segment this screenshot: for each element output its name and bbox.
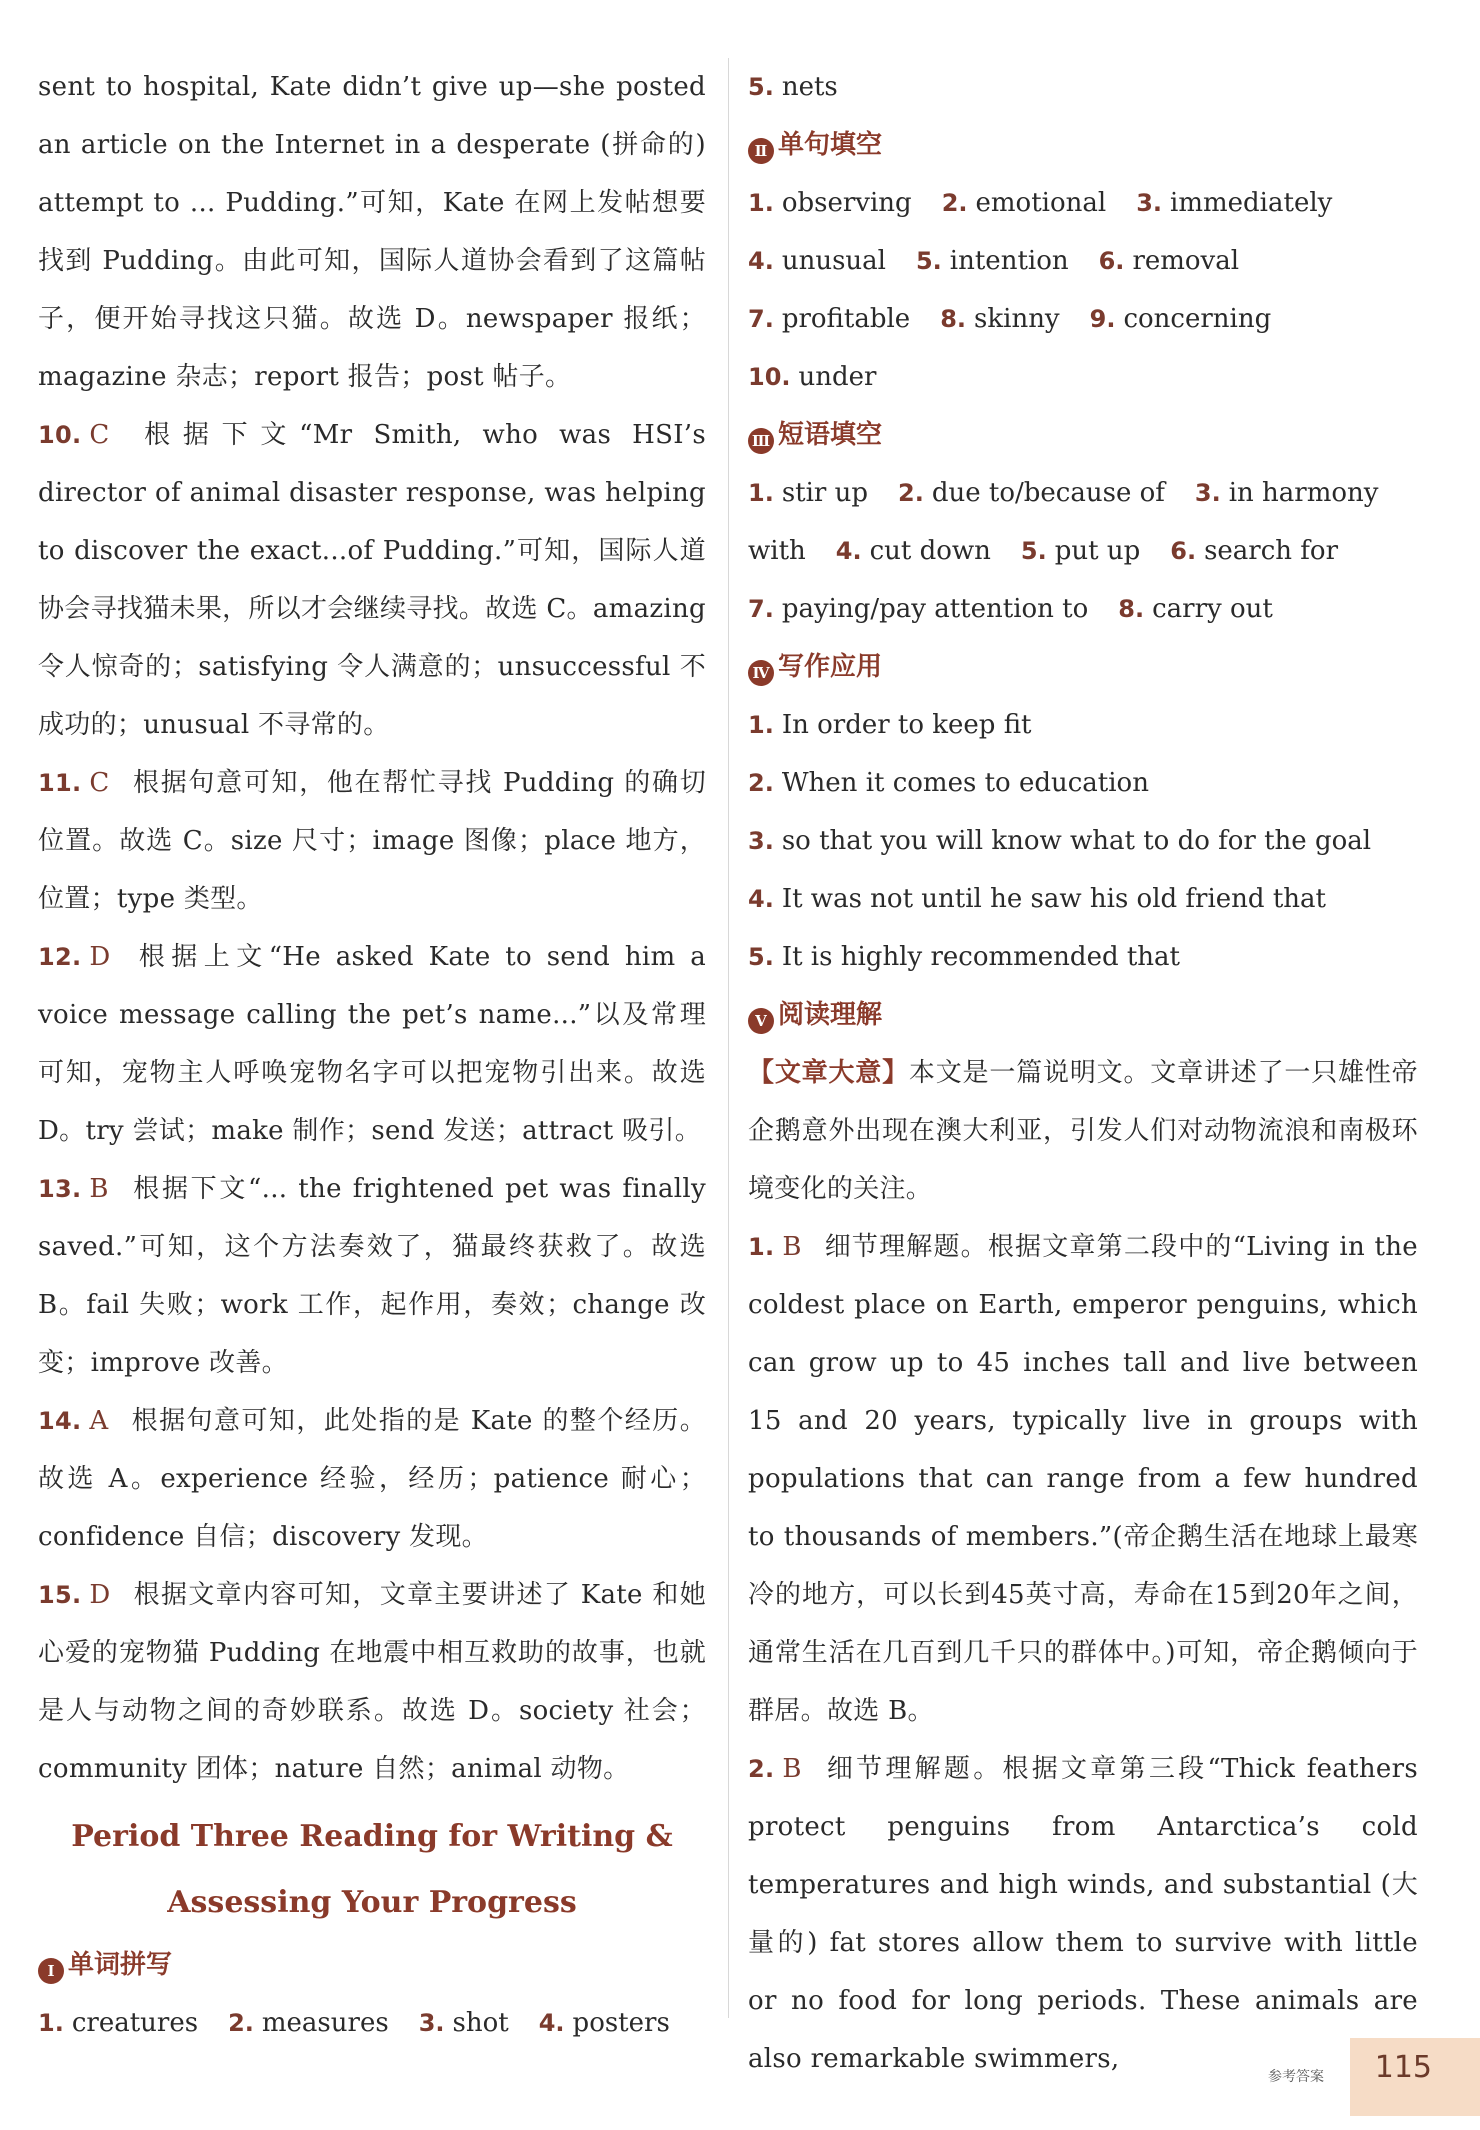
answer-letter: B	[89, 1174, 109, 1204]
item-number: 5.	[1020, 537, 1047, 565]
answer-letter: C	[89, 768, 110, 798]
item-answer: measures	[261, 2008, 389, 2038]
item-answer: In order to keep fit	[781, 710, 1032, 740]
answer-item	[748, 464, 868, 522]
section-label: 短语填空	[778, 420, 883, 450]
phrase-fill-answers	[748, 464, 1418, 638]
item-number: 1.	[748, 479, 774, 507]
item-number: 3.	[748, 827, 774, 855]
item-number: 13.	[38, 1175, 82, 1203]
answer-letter: C	[89, 420, 110, 450]
answer-item	[419, 1994, 509, 2052]
item-answer: removal	[1132, 246, 1240, 276]
period-title-line1: Period Three Reading for Writing &	[71, 1819, 673, 1854]
section-title-spelling	[38, 1936, 706, 1994]
section-title-writing	[748, 638, 1418, 696]
item-number: 5.	[915, 247, 942, 275]
section-number-badge: Ⅰ	[38, 1958, 64, 1984]
item-number: 1.	[748, 711, 774, 739]
answer-item	[836, 522, 991, 580]
answer-item	[1136, 174, 1332, 232]
item-answer: unusual	[781, 246, 886, 276]
reading-answer-2	[748, 1740, 1418, 2088]
answer-item	[38, 1994, 198, 2052]
answer-letter: A	[89, 1406, 109, 1436]
answer-item	[1090, 290, 1272, 348]
answer-explanation	[38, 1566, 706, 1798]
answer-letter: B	[782, 1232, 802, 1262]
answer-row	[748, 174, 1418, 232]
item-number: 8.	[1118, 595, 1145, 623]
item-number: 2.	[898, 479, 924, 507]
item-answer: search for	[1204, 536, 1339, 566]
answer-item	[1118, 580, 1273, 638]
item-number: 5.	[748, 943, 774, 971]
item-number: 2.	[748, 1755, 775, 1783]
answer-item	[748, 58, 1418, 116]
answer-letter: D	[89, 1580, 111, 1610]
item-number: 12.	[38, 943, 82, 971]
section-number-badge: Ⅱ	[748, 138, 774, 164]
answer-row	[748, 232, 1418, 290]
item-number: 10.	[748, 363, 791, 391]
item-answer: under	[798, 362, 877, 392]
answer-row	[748, 580, 1418, 638]
item-number: 15.	[38, 1581, 82, 1609]
answer-item	[942, 174, 1107, 232]
item-number: 4.	[538, 2009, 565, 2037]
answer-item	[748, 580, 1088, 638]
answer-item	[1195, 464, 1379, 522]
section-label: 阅读理解	[778, 1000, 883, 1030]
explanation-text: 细节理解题。根据文章第二段中的“Living in the coldest place on Earth, emperor penguins, which can grow up to 45 inches tall and live between 15 and 20 years, typically live in groups with populations that can range from a few hundred to thousands of members.”(帝企鹅生活在地球上最寒冷的地方，可以长到45英寸高，寿命在15到20年之间，通常生活在几百到几千只的群体中。)可知，帝企鹅倾向于群居。故选 B。	[748, 1232, 1418, 1726]
item-answer: with	[748, 536, 806, 566]
answer-item	[748, 928, 1418, 986]
item-number: 6.	[1098, 247, 1125, 275]
item-number: 5.	[748, 73, 774, 101]
answer-letter: D	[89, 942, 111, 972]
item-answer: It was not until he saw his old friend that	[781, 884, 1326, 914]
item-answer: put up	[1054, 536, 1141, 566]
sentence-fill-answers	[748, 174, 1418, 406]
item-number: 3.	[1136, 189, 1163, 217]
item-number: 6.	[1170, 537, 1197, 565]
item-number: 7.	[748, 595, 774, 623]
answer-explanation	[38, 754, 706, 928]
item-number: 8.	[940, 305, 967, 333]
item-number: 2.	[748, 769, 774, 797]
intro-paragraph: sent to hospital, Kate didn’t give up—she posted an article on the Internet in a desperate (拼命的) attempt to ... Pudding.”可知，Kate 在网上发帖想要找到 Pudding。由此可知，国际人道协会看到了这篇帖子，便开始寻找这只猫。故选 D。newspaper 报纸；magazine 杂志；report 报告；post 帖子。	[38, 72, 706, 392]
item-answer: so that you will know what to do for the goal	[781, 826, 1372, 856]
explanation-text: 根据下文“... the frightened pet was finally saved.”可知，这个方法奏效了，猫最终获救了。故选 B。fail 失败；work 工作，起作用，奏效；change 改变；improve 改善。	[38, 1174, 706, 1378]
answer-letter: B	[782, 1754, 802, 1784]
period-title-line2: Assessing Your Progress	[167, 1885, 577, 1920]
item-answer: concerning	[1123, 304, 1272, 334]
item-number: 4.	[748, 885, 774, 913]
page-number: 115	[1374, 2050, 1432, 2085]
item-number: 2.	[941, 189, 968, 217]
footer-label: 参考答案	[1268, 2069, 1324, 2085]
explanation-text: 根据下文“Mr Smith, who was HSI’s director of animal disaster response, was helping to discover the exact...of Pudding.”可知，国际人道协会寻找猫未果，所以才会继续寻找。故选 C。amazing 令人惊奇的；satisfying 令人满意的；unsuccessful 不成功的；unusual 不寻常的。	[38, 420, 706, 740]
column-divider	[728, 58, 729, 2018]
item-answer: shot	[452, 2008, 509, 2038]
item-number: 3.	[1194, 479, 1221, 507]
writing-answers	[748, 696, 1418, 986]
item-answer: emotional	[975, 188, 1107, 218]
section-number-badge: Ⅴ	[748, 1008, 774, 1034]
item-answer: posters	[572, 2008, 670, 2038]
answer-item	[1021, 522, 1140, 580]
item-answer: It is highly recommended that	[781, 942, 1181, 972]
summary-label: 【文章大意】	[748, 1058, 909, 1088]
answer-item	[748, 812, 1418, 870]
section-number-badge: Ⅲ	[748, 428, 774, 454]
item-number: 1.	[38, 2009, 64, 2037]
item-number: 10.	[38, 421, 82, 449]
item-answer: immediately	[1170, 188, 1333, 218]
answer-item	[916, 232, 1069, 290]
section-title-phrase-fill	[748, 406, 1418, 464]
item-answer: When it comes to education	[781, 768, 1149, 798]
answer-item	[1170, 522, 1338, 580]
explanation-text: 根据上文“He asked Kate to send him a voice message calling the pet’s name...”以及常理可知，宠物主人呼唤宠物名字可以把宠物引出来。故选 D。try 尝试；make 制作；send 发送；attract 吸引。	[38, 942, 706, 1146]
answer-item	[748, 174, 912, 232]
answer-item	[748, 348, 876, 406]
section-title-reading	[748, 986, 1418, 1044]
item-number: 4.	[835, 537, 862, 565]
item-answer: cut down	[869, 536, 991, 566]
answer-item	[748, 290, 910, 348]
explanation-text: 细节理解题。根据文章第三段“Thick feathers protect penguins from Antarctica’s cold temperatures and high winds, and substantial (大量的) fat stores allow them to survive with little or no food for long periods. These animals are also remarkable swimmers,	[748, 1754, 1418, 2074]
item-number: 9.	[1089, 305, 1116, 333]
answer-item	[228, 1994, 389, 2052]
answer-row	[748, 522, 1418, 580]
item-answer: intention	[949, 246, 1069, 276]
explanation-text: 根据句意可知，他在帮忙寻找 Pudding 的确切位置。故选 C。size 尺寸；image 图像；place 地方，位置；type 类型。	[38, 768, 706, 914]
item-answer: in harmony	[1228, 478, 1379, 508]
item-number: 1.	[748, 1233, 775, 1261]
article-summary	[748, 1044, 1418, 1218]
answer-item	[748, 754, 1418, 812]
explanation-text: 根据文章内容可知，文章主要讲述了 Kate 和她心爱的宠物猫 Pudding 在地震中相互救助的故事，也就是人与动物之间的奇妙联系。故选 D。society 社会；community 团体；nature 自然；animal 动物。	[38, 1580, 706, 1784]
answer-explanation	[38, 406, 706, 754]
item-answer: paying/pay attention to	[781, 594, 1089, 624]
section-label: 单句填空	[778, 130, 883, 160]
answer-item	[898, 464, 1165, 522]
right-column	[748, 58, 1418, 2088]
explanation-text: 根据句意可知，此处指的是 Kate 的整个经历。故选 A。experience 经验，经历；patience 耐心；confidence 自信；discovery 发现。	[38, 1406, 706, 1552]
answer-item	[748, 232, 886, 290]
answer-item	[940, 290, 1059, 348]
item-answer: creatures	[71, 2008, 199, 2038]
answer-item	[748, 696, 1418, 754]
item-answer: due to/because of	[931, 478, 1165, 508]
item-number: 3.	[418, 2009, 445, 2037]
answer-item	[1099, 232, 1239, 290]
section-label: 写作应用	[778, 652, 883, 682]
item-number: 1.	[748, 189, 774, 217]
answer-row	[748, 290, 1418, 348]
item-answer: stir up	[781, 478, 869, 508]
item-answer: nets	[781, 72, 838, 102]
answer-row	[748, 464, 1418, 522]
section-number-badge: Ⅳ	[748, 660, 774, 686]
item-number: 14.	[38, 1407, 82, 1435]
spelling-answers-row	[38, 1994, 706, 2052]
item-answer: skinny	[974, 304, 1060, 334]
item-number: 2.	[228, 2009, 254, 2037]
summary-text: 本文是一篇说明文。文章讲述了一只雄性帝企鹅意外出现在澳大利亚，引发人们对动物流浪和南极环境变化的关注。	[748, 1058, 1418, 1204]
item-answer: profitable	[781, 304, 911, 334]
answer-explanation	[38, 1392, 706, 1566]
item-number: 7.	[748, 305, 774, 333]
answer-row	[748, 348, 1418, 406]
answer-item	[748, 870, 1418, 928]
item-number: 11.	[38, 769, 82, 797]
section-title-sentence-fill	[748, 116, 1418, 174]
reading-answer-1	[748, 1218, 1418, 1740]
left-column	[38, 58, 706, 2052]
answer-list	[38, 406, 706, 1798]
item-answer: carry out	[1152, 594, 1273, 624]
answer-item	[748, 522, 806, 580]
answer-explanation	[38, 1160, 706, 1392]
answer-explanation	[38, 928, 706, 1160]
answer-item	[539, 1994, 670, 2052]
item-number: 4.	[748, 247, 774, 275]
item-answer: observing	[781, 188, 912, 218]
section-label: 单词拼写	[68, 1950, 173, 1980]
